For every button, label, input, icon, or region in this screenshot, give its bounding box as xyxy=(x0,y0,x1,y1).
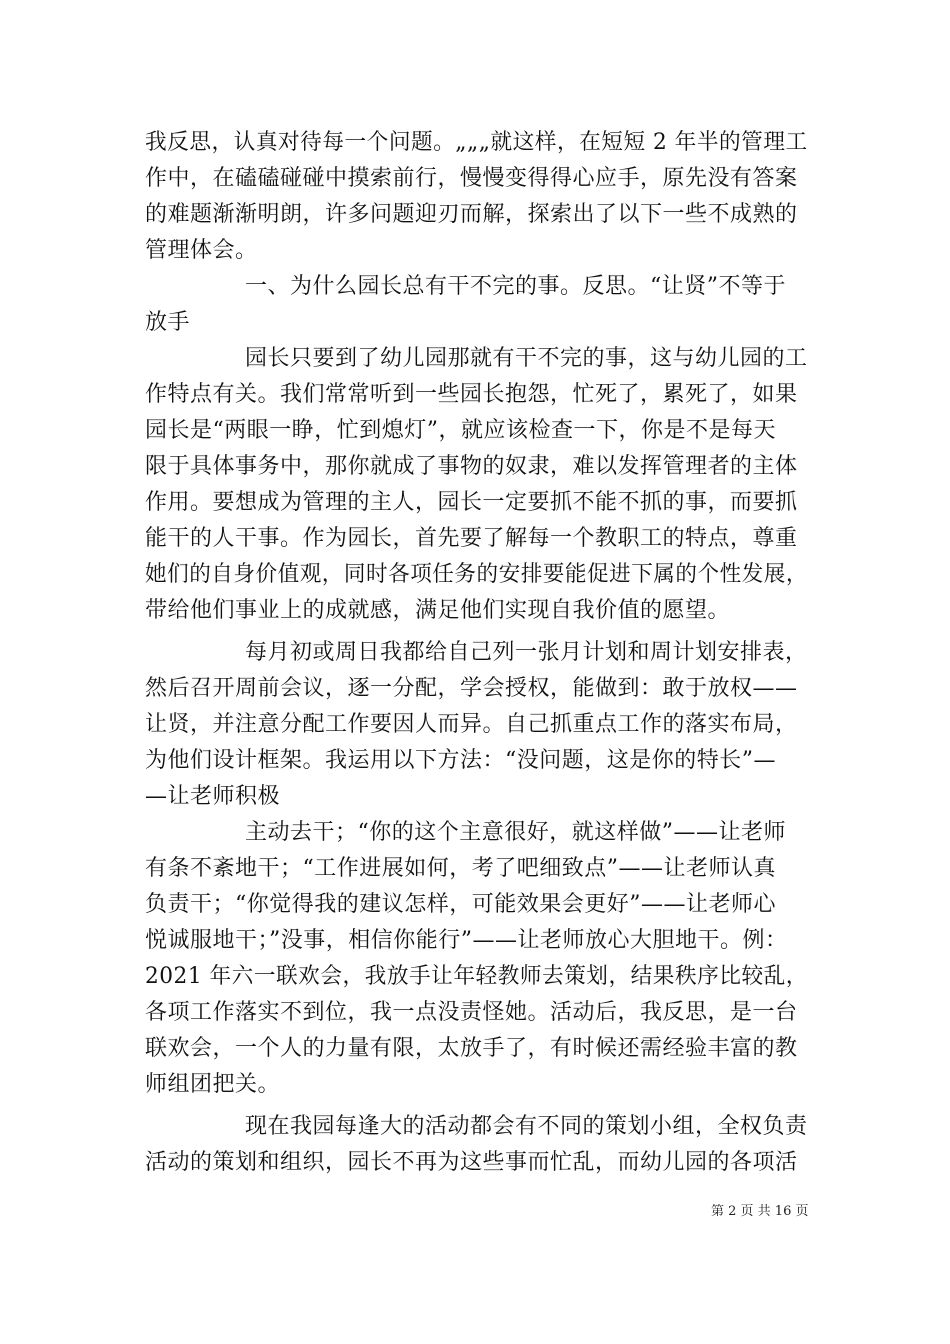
text-line: 为他们设计框架。我运用以下方法：“没问题，这是你的特长”— xyxy=(145,748,776,773)
text-line: 园长只要到了幼儿园那就有干不完的事，这与幼儿园的工 xyxy=(245,346,808,371)
text-line: 负责干；“你觉得我的建议怎样，可能效果会更好”——让老师心 xyxy=(145,892,776,917)
text-line: 现在我园每逢大的活动都会有不同的策划小组，全权负责 xyxy=(245,1114,808,1139)
text-line: —让老师积极 xyxy=(145,784,281,809)
text-line: 师组团把关。 xyxy=(145,1072,281,1097)
text-line: 限于具体事务中，那你就成了事物的奴隶，难以发挥管理者的主体 xyxy=(145,454,798,479)
text-line: 带给他们事业上的成就感，满足他们实现自我价值的愿望。 xyxy=(145,598,731,623)
text-line: 作中，在磕磕碰碰中摸索前行，慢慢变得得心应手，原先没有答案 xyxy=(145,166,798,191)
text-line: 联欢会，一个人的力量有限，太放手了，有时候还需经验丰富的教 xyxy=(145,1036,798,1061)
text-line: 作用。要想成为管理的主人，园长一定要抓不能不抓的事，而要抓 xyxy=(145,490,798,515)
text-line: 各项工作落实不到位，我一点没责怪她。活动后，我反思，是一台 xyxy=(145,1000,798,1025)
text-line: 每月初或周日我都给自己列一张月计划和周计划安排表， xyxy=(245,640,808,665)
text-line: 有条不紊地干；“工作进展如何，考了吧细致点”——让老师认真 xyxy=(145,856,776,881)
text-line: 园长是“两眼一睁，忙到熄灯”，就应该检查一下，你是不是每天 xyxy=(145,418,776,443)
text-line: 活动的策划和组织，园长不再为这些事而忙乱，而幼儿园的各项活 xyxy=(145,1150,798,1175)
text-line: 她们的自身价值观，同时各项任务的安排要能促进下属的个性发展， xyxy=(145,562,809,587)
text-line: 2021 年六一联欢会，我放手让年轻教师去策划，结果秩序比较乱， xyxy=(145,964,808,989)
section-heading: 一、为什么园长总有干不完的事。反思。“让贤”不等于 xyxy=(245,274,786,299)
text-line: 作特点有关。我们常常听到一些园长抱怨，忙死了，累死了，如果 xyxy=(145,382,798,407)
text-line: 主动去干；“你的这个主意很好，就这样做”——让老师 xyxy=(245,820,786,845)
text-line: 我反思，认真对待每一个问题。„„„就这样，在短短 2 年半的管理工 xyxy=(145,130,808,155)
text-line: 让贤，并注意分配工作要因人而异。自己抓重点工作的落实布局， xyxy=(145,712,798,737)
page-number-footer: 第 2 页 共 16 页 xyxy=(711,1204,809,1219)
text-line: 悦诚服地干；”没事，相信你能行”——让老师放心大胆地干。例： xyxy=(145,928,788,953)
text-line: 然后召开周前会议，逐一分配，学会授权，能做到：敢于放权—— xyxy=(145,676,798,701)
text-line: 能干的人干事。作为园长，首先要了解每一个教职工的特点，尊重 xyxy=(145,526,798,551)
text-line: 管理体会。 xyxy=(145,238,258,263)
section-heading-continued: 放手 xyxy=(145,310,191,335)
text-line: 的难题渐渐明朗，许多问题迎刃而解，探索出了以下一些不成熟的 xyxy=(145,202,798,227)
